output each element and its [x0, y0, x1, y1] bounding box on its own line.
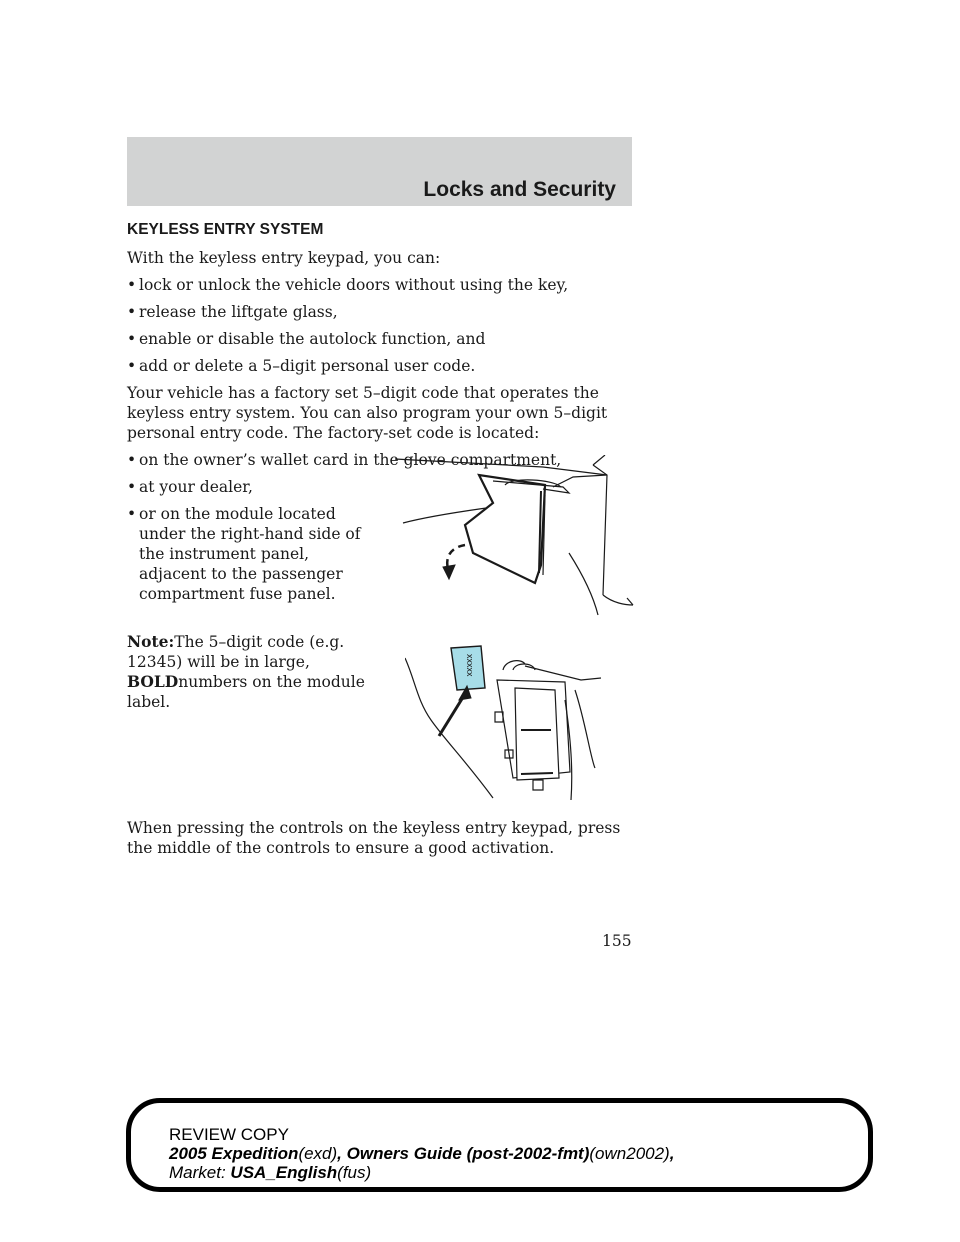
bullet-icon: • [127, 330, 137, 348]
bullet-icon: • [127, 276, 137, 294]
instrument-panel-illustration [393, 455, 635, 625]
module-label-illustration [405, 640, 605, 802]
note-label: Note: [127, 632, 175, 651]
section-heading: KEYLESS ENTRY SYSTEM [127, 221, 324, 238]
list-item: • add or delete a 5–digit personal user code. [127, 357, 476, 375]
note-paragraph: Note:The 5–digit code (e.g. 12345) will be in large, BOLDnumbers on the module label. [127, 632, 365, 711]
list-item: • release the liftgate glass, [127, 303, 338, 321]
list-item: • at your dealer, [127, 478, 253, 496]
bullet-icon: • [127, 357, 137, 375]
bold-word: BOLD [127, 672, 179, 691]
review-market-line: Market: USA_English(fus) [169, 1163, 372, 1182]
list-item: • or on the module located under the right-hand side of the instrument panel, adjacent to the passenger compartment fuse panel. [127, 505, 361, 603]
list-item: • lock or unlock the vehicle doors without using the key, [127, 276, 569, 294]
review-model-line: 2005 Expedition(exd), Owners Guide (post-2002-fmt)(own2002), [169, 1144, 675, 1163]
bullet-icon: • [127, 451, 137, 469]
list-item: • enable or disable the autolock function, and [127, 330, 486, 348]
code-paragraph: Your vehicle has a factory set 5–digit code that operates the keyless entry system. You can also program your own 5–digit personal entry code. The factory-set code is located: [127, 384, 608, 442]
review-copy-text [169, 1125, 674, 1182]
bullet-icon: • [127, 505, 137, 523]
module-label-code: xxxxx [465, 654, 475, 677]
header-band [127, 137, 632, 206]
capabilities-list [127, 275, 632, 376]
review-copy-line: REVIEW COPY [169, 1125, 289, 1144]
page-title: Locks and Security [423, 178, 616, 201]
bullet-icon: • [127, 478, 137, 496]
intro-paragraph: With the keyless entry keypad, you can: [127, 249, 441, 267]
review-copy-footer [126, 1098, 873, 1192]
bullet-icon: • [127, 303, 137, 321]
closing-paragraph: When pressing the controls on the keyless entry keypad, press the middle of the controls to ensure a good activation. [127, 819, 621, 857]
page-number: 155 [602, 932, 632, 950]
list-item: • on the owner’s wallet card in the glove compartment, [127, 451, 562, 469]
